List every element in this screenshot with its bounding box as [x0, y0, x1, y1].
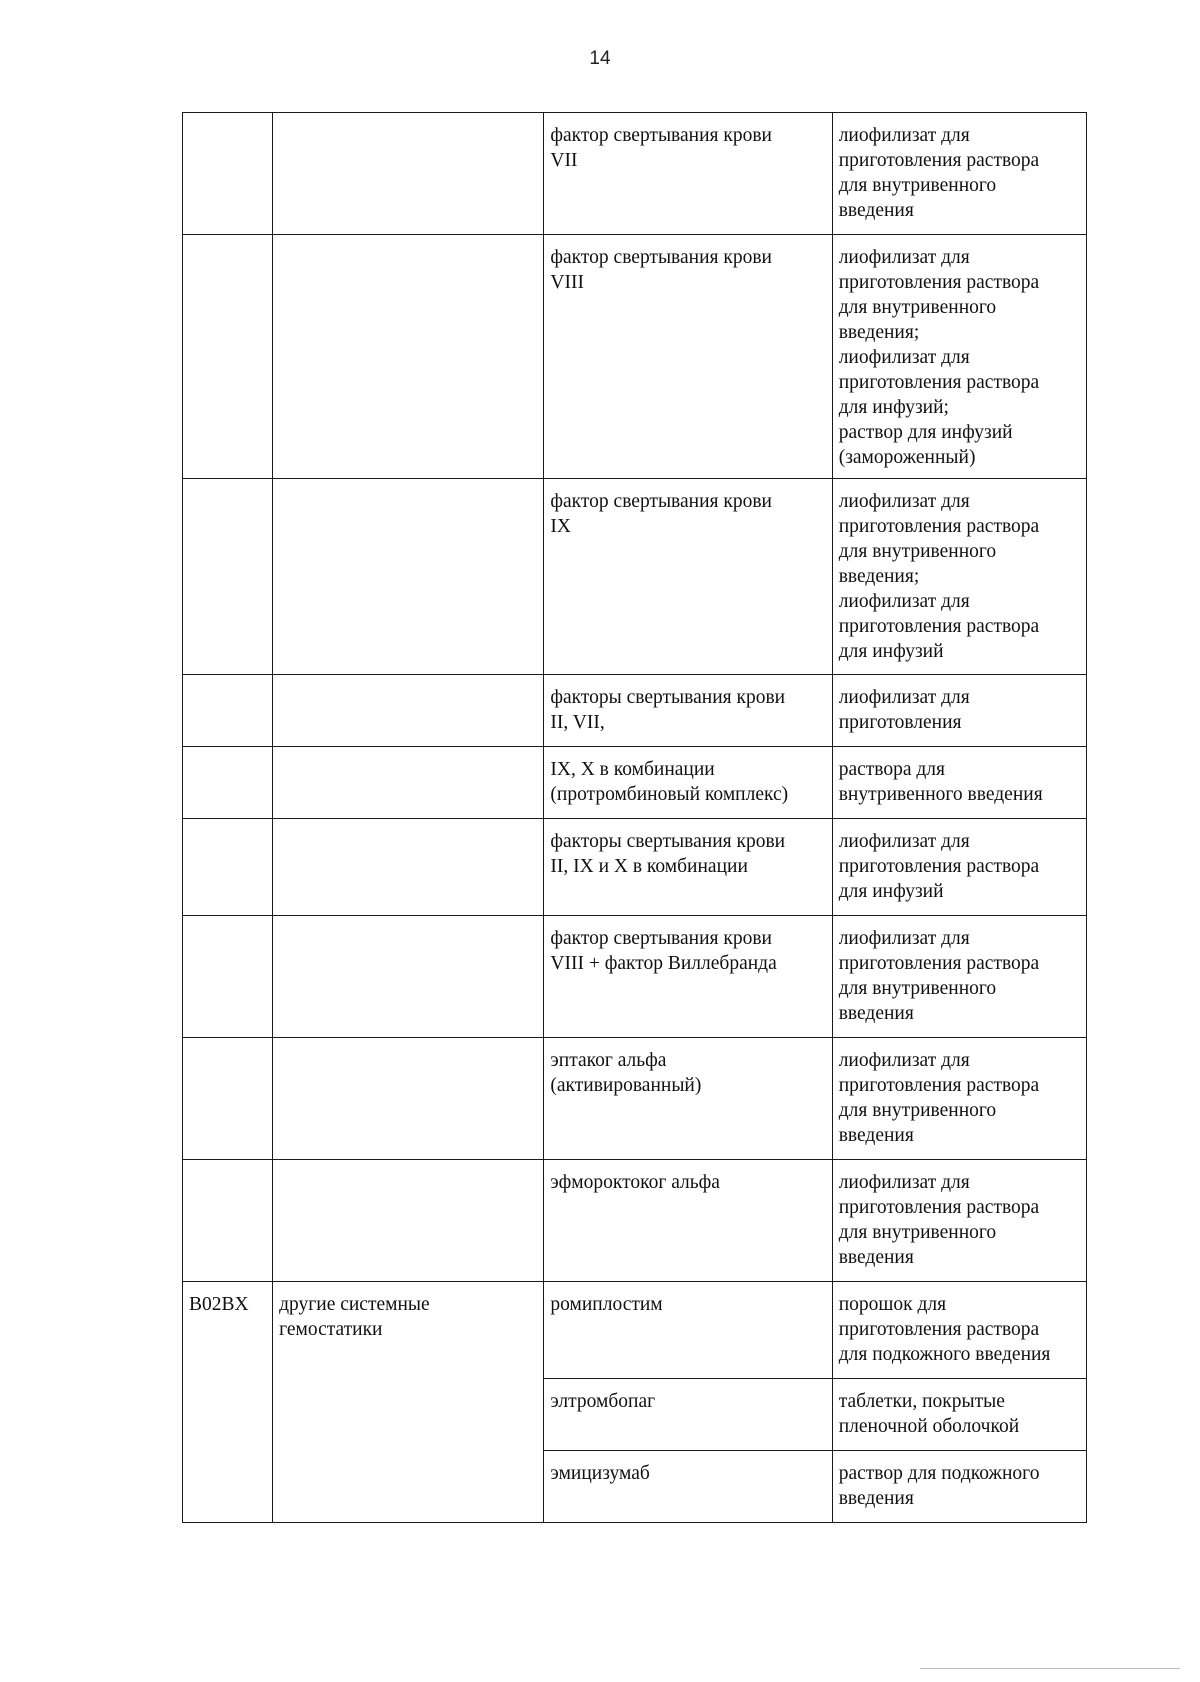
table-row: [183, 916, 1087, 1038]
dosage-form-cell: лиофилизат для приготовления: [832, 675, 1086, 747]
drug-name-cell: фактор свертывания крови VIII: [544, 235, 832, 479]
drug-name-cell: фактор свертывания крови VII: [544, 113, 832, 235]
dosage-form-cell: лиофилизат для приготовления раствора для внутривенного введения: [832, 916, 1086, 1038]
atc-code-cell: [183, 1160, 273, 1282]
atc-code-cell: [183, 747, 273, 819]
dosage-form-cell: лиофилизат для приготовления раствора для внутривенного введения: [832, 113, 1086, 235]
group-name-cell: [273, 1038, 544, 1160]
atc-code-cell: [183, 235, 273, 479]
table-row: [183, 113, 1087, 235]
scan-artifact-line: [920, 1668, 1180, 1669]
table-row: [183, 1038, 1087, 1160]
atc-code-cell: [183, 675, 273, 747]
dosage-form-cell: раствора для внутривенного введения: [832, 747, 1086, 819]
drug-name-cell: эптаког альфа (активированный): [544, 1038, 832, 1160]
group-name-cell: [273, 479, 544, 675]
drug-name-cell: ромиплостим: [544, 1282, 832, 1379]
table-row: [183, 479, 1087, 675]
atc-code-cell: [183, 916, 273, 1038]
drug-name-cell: фактор свертывания крови VIII + фактор Виллебранда: [544, 916, 832, 1038]
atc-code-cell: [183, 1038, 273, 1160]
group-name-cell: [273, 1160, 544, 1282]
dosage-form-cell: лиофилизат для приготовления раствора для инфузий: [832, 819, 1086, 916]
drug-name-cell: IX, X в комбинации (протромбиновый комплекс): [544, 747, 832, 819]
group-name-cell: [273, 113, 544, 235]
dosage-form-cell: раствор для подкожного введения: [832, 1451, 1086, 1523]
atc-code-cell: [183, 819, 273, 916]
table-row: [183, 235, 1087, 479]
drug-name-cell: факторы свертывания крови II, VII,: [544, 675, 832, 747]
group-name-cell: [273, 675, 544, 747]
table-row: [183, 819, 1087, 916]
drug-table: [182, 112, 1087, 1523]
drug-name-cell: эмицизумаб: [544, 1451, 832, 1523]
dosage-form-cell: лиофилизат для приготовления раствора для внутривенного введения: [832, 1160, 1086, 1282]
dosage-form-cell: лиофилизат для приготовления раствора для внутривенного введения; лиофилизат для приготовления раствора для инфузий: [832, 479, 1086, 675]
dosage-form-cell: лиофилизат для приготовления раствора для внутривенного введения: [832, 1038, 1086, 1160]
drug-name-cell: эфмороктоког альфа: [544, 1160, 832, 1282]
table-row: [183, 747, 1087, 819]
table-row: [183, 675, 1087, 747]
atc-code-cell: [183, 479, 273, 675]
dosage-form-cell: таблетки, покрытые пленочной оболочкой: [832, 1379, 1086, 1451]
atc-code-cell: B02BX: [183, 1282, 273, 1523]
drug-name-cell: факторы свертывания крови II, IX и X в комбинации: [544, 819, 832, 916]
drug-name-cell: элтромбопаг: [544, 1379, 832, 1451]
dosage-form-cell: лиофилизат для приготовления раствора для внутривенного введения; лиофилизат для приготовления раствора для инфузий; раствор для инфузий (замороженный): [832, 235, 1086, 479]
group-name-cell: [273, 747, 544, 819]
atc-code-cell: [183, 113, 273, 235]
table-row: [183, 1160, 1087, 1282]
dosage-form-cell: порошок для приготовления раствора для подкожного введения: [832, 1282, 1086, 1379]
drug-name-cell: фактор свертывания крови IX: [544, 479, 832, 675]
group-name-cell: [273, 819, 544, 916]
page-number: 14: [589, 48, 611, 69]
table-row: [183, 1282, 1087, 1379]
group-name-cell: [273, 916, 544, 1038]
group-name-cell: другие системные гемостатики: [273, 1282, 544, 1523]
group-name-cell: [273, 235, 544, 479]
